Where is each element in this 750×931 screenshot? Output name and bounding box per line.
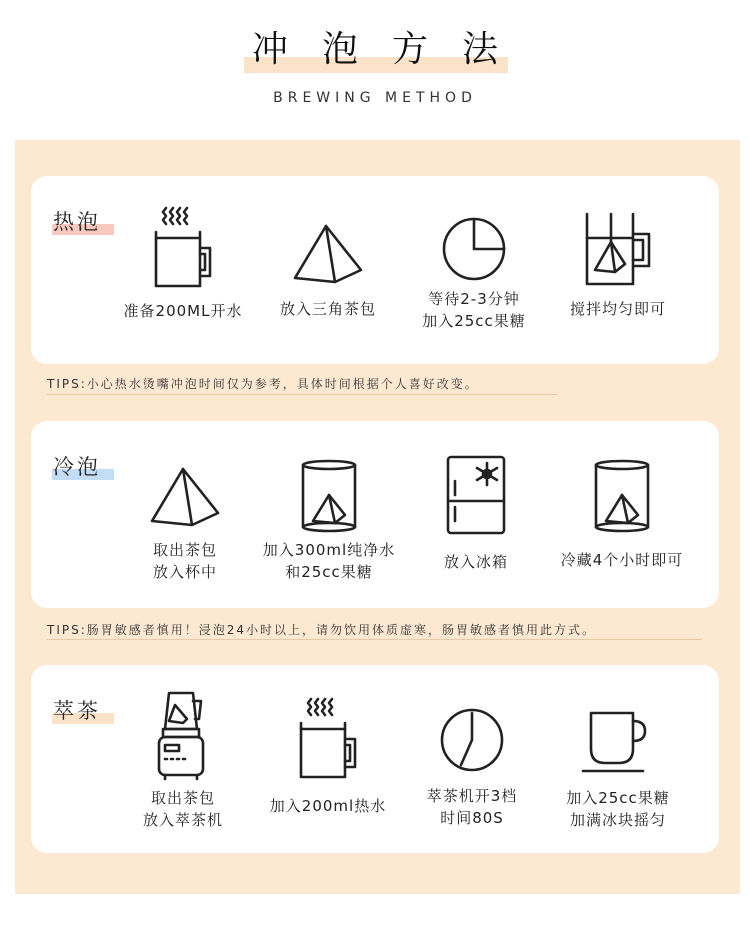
tea-bag-pyramid-icon <box>148 465 222 531</box>
step-extract-4 <box>543 709 693 831</box>
step-cold-2 <box>254 459 404 583</box>
clock-icon <box>439 707 505 773</box>
mug-with-teabag-icon <box>581 212 655 288</box>
extractor-machine-icon <box>153 689 213 781</box>
step-cold-2-text-2: 和25cc果糖 <box>285 563 373 581</box>
fridge-icon <box>445 455 507 535</box>
step-extract-3 <box>397 707 547 829</box>
step-hot-4-text: 搅拌均匀即可 <box>569 300 666 318</box>
step-extract-3-text-2: 时间80S <box>440 809 504 827</box>
step-extract-4-text-1: 加入25cc果糖 <box>566 789 670 807</box>
cup-icon <box>581 709 655 773</box>
step-hot-2 <box>253 222 403 320</box>
step-extract-2 <box>253 695 403 817</box>
step-hot-2-text: 放入三角茶包 <box>279 300 376 318</box>
step-hot-1-text: 准备200ML开水 <box>123 302 243 320</box>
step-hot-3-text-1: 等待2-3分钟 <box>428 290 520 308</box>
step-extract-1 <box>108 689 258 831</box>
step-hot-3-text-2: 加入25cc果糖 <box>422 312 526 330</box>
glass-with-teabag-icon <box>592 459 652 535</box>
step-cold-1 <box>110 465 260 583</box>
section-label-cold: 冷泡 <box>53 455 101 479</box>
clock-pie-icon <box>441 216 507 282</box>
page-subtitle: BREWING METHOD <box>273 90 477 106</box>
title-wrap <box>0 28 750 72</box>
step-hot-4 <box>543 212 693 320</box>
section-label-extract: 萃茶 <box>53 699 101 723</box>
tips-cold-underline <box>47 639 702 640</box>
step-hot-1 <box>108 204 258 322</box>
tips-hot: TIPS:小心热水烫嘴冲泡时间仅为参考，具体时间根据个人喜好改变。 <box>47 377 479 391</box>
step-extract-1-text-2: 放入萃茶机 <box>142 811 223 829</box>
glass-with-teabag-icon <box>299 459 359 535</box>
step-cold-3 <box>401 455 551 573</box>
cold-brew-card <box>31 421 719 608</box>
tea-bag-pyramid-icon <box>291 222 365 288</box>
extract-card <box>31 665 719 853</box>
step-cold-1-text-2: 放入杯中 <box>152 563 217 581</box>
step-cold-1-text-1: 取出茶包 <box>152 541 217 559</box>
step-cold-4-text: 冷藏4个小时即可 <box>560 551 684 569</box>
tips-hot-underline <box>47 394 557 395</box>
hot-mug-icon <box>148 204 218 290</box>
step-cold-3-text: 放入冰箱 <box>443 553 508 571</box>
step-extract-2-text: 加入200ml热水 <box>269 797 387 815</box>
step-cold-2-text-1: 加入300ml纯净水 <box>262 541 396 559</box>
hot-brew-card <box>31 176 719 364</box>
step-extract-4-text-2: 加满冰块摇匀 <box>569 811 666 829</box>
section-label-hot: 热泡 <box>53 210 101 234</box>
step-extract-1-text-1: 取出茶包 <box>150 789 215 807</box>
step-cold-4 <box>547 459 697 571</box>
step-extract-3-text-1: 萃茶机开3档 <box>426 787 518 805</box>
hot-mug-icon <box>293 695 363 781</box>
page-title: 冲泡方法 <box>251 29 532 70</box>
tips-cold: TIPS:肠胃敏感者慎用！浸泡24小时以上，请勿饮用体质虚寒，肠胃敏感者慎用此方式。 <box>47 623 597 637</box>
step-hot-3 <box>399 216 549 332</box>
